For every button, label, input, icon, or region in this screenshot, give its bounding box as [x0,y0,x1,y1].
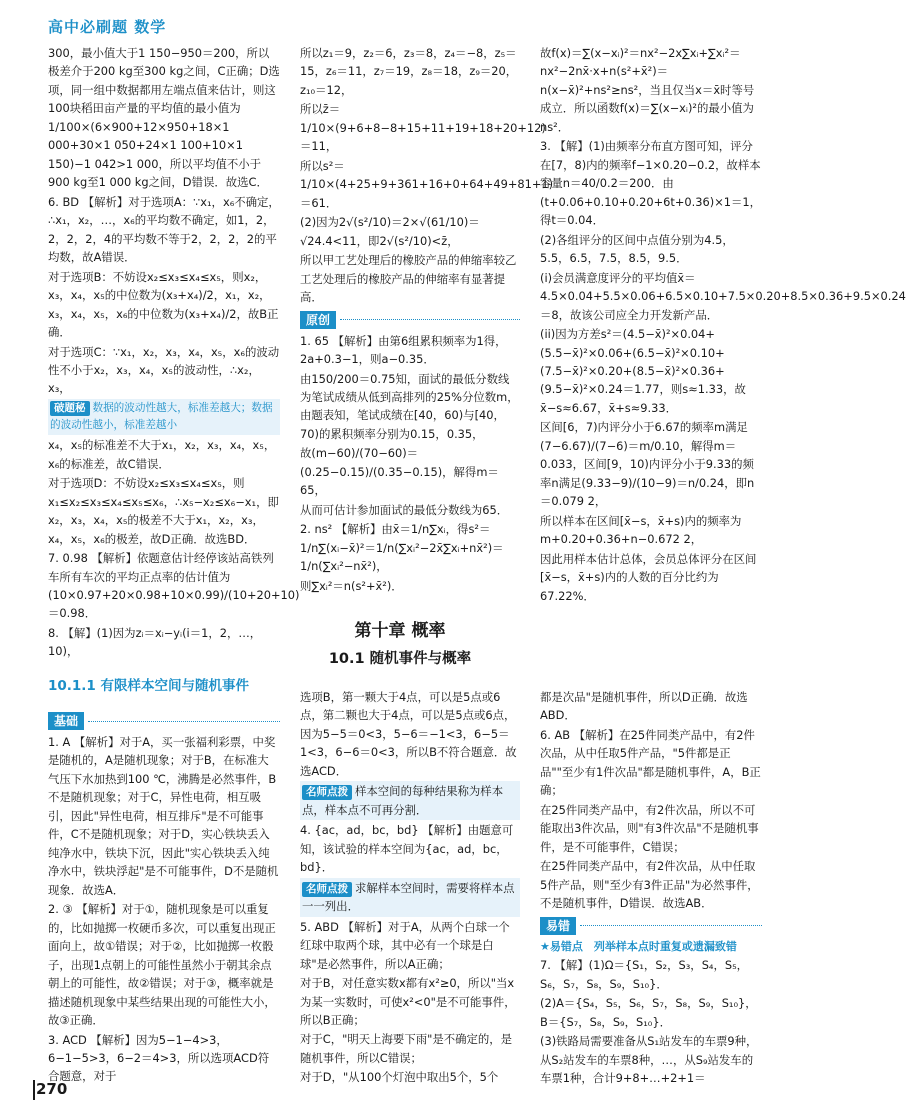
paragraph: 所以样本在区间[x̄−s，x̄+s)内的频率为m+0.20+0.36+n−0.672 2， [540,513,742,547]
paragraph: x₄，x₅的标准差不大于x₁，x₂，x₃，x₄，x₅，x₆的标准差，故C错误． [48,438,276,471]
teacher-tip [300,781,520,820]
paragraph: 因此用样本估计总体，会员总体评分在区间[x̄−s，x̄+s)内的人数的百分比约为67.22%． [540,551,757,603]
paragraph: 所以z̄＝1/10×(9+6+8−8+15+11+19+18+20+12)＝11， [300,102,546,154]
paragraph: 故(m−60)/(70−60)＝(0.25−0.15)/(0.35−0.15)，解得m＝65， [300,446,499,498]
tip-label: 名师点拨 [302,785,352,800]
paragraph: 所以甲工艺处理后的橡胶产品的伸缩率较乙工艺处理后的橡胶产品的伸缩率有显著提高． [300,253,517,305]
tip-text: 数据的波动性越大，标准差越大；数据的波动性越小，标准差越小 [50,401,273,432]
section-bar-mistake [540,917,762,935]
bottom-column-2 [300,688,520,1085]
paragraph: 区间[6，7)内评分小于6.67的频率m满足(7−6.67)/(7−6)＝m/0.10，解得m＝0.033，区间[9，10)内评分小于9.33的频率n满足(9.33−9)/(10−9)＝n/0.24，即n＝0.079 2， [540,420,755,509]
paragraph: (2)各组评分的区间中点值分别为4.5，5.5，6.5，7.5，8.5，9.5． [540,232,734,266]
answer-1: 1. 65 【解析】由第6组累积频率为1得，2a+0.3−1，则a−0.35． [300,333,507,367]
paragraph: 所以s²＝1/10×(4+25+9+361+16+0+64+49+81+1)＝61． [300,158,554,210]
tip-text: 样本空间的每种结果称为样本点，样本点不可再分割． [302,784,504,817]
top-column-2 [300,44,554,612]
paragraph: (i)会员满意度评分的平均值x̄＝4.5×0.04+5.5×0.06+6.5×0.10+7.5×0.20+8.5×0.36+9.5×0.24＝8，故该公司应全力开发新产品． [540,270,906,322]
paragraph: 都是次品"是随机事件，所以D正确．故选ABD． [540,690,748,723]
paragraph: 选项B，第一颗大于4点，可以是5点或6点，第二颗也大于4点，可以是5点或6点，因为5−5＝0<3，5−6＝−1<3，6−5＝1<3，6−6＝0<3，所以B不符合题意．故选ACD． [300,690,517,778]
answer-2: 2. ③ 【解析】对于①，随机现象是可以重复的，比如抛掷一枚硬币多次，可以重复出现正面向上，故①错误；对于②，比如抛掷一枚骰子，出现1点朝上的可能性虽然小于朝其余点朝上的可能性，故②错误；对于③，概率就是描述随机现象中某些结果出现的可能性大小，故③正确． [48,902,276,1028]
paragraph: (2)A＝{S₄，S₅，S₆，S₇，S₈，S₉，S₁₀}，B＝{S₇，S₈，S₉，S₁₀}． [540,996,757,1029]
paragraph: 对于D，"从100个灯泡中取出5个，5个 [300,1070,499,1085]
top-column-1 [48,44,300,659]
book-header-title: 高中必刷题 数学 [48,18,167,36]
paragraph: (3)铁路局需要准备从S₁站发车的车票9种，从S₂站发车的车票8种，…，从S₉站发车的车票1种，合计9+8+…+2+1＝ [540,1034,758,1086]
top-column-3 [540,44,906,612]
teacher-tip [300,878,520,917]
answer-5: 5. ABD 【解析】对于A，从两个白球一个红球中取两个球，其中必有一个球是白球"是必然事件，所以A正确； [300,919,510,971]
answer-6: 6. BD 【解析】对于选项A：∵x₁，x₆不确定，∴x₁，x₂，…，x₆的平均数不确定，如1，2，2，2，2，4的平均数不等于2，2，2，2的平均数，故A错误． [48,194,280,265]
paragraph: 由150/200＝0.75知，面试的最低分数线为笔试成绩从低到高排列的25%分位数m，由题表知，笔试成绩在[40，60)与[40，70)的累积频率分别为0.15，0.35， [300,371,519,441]
tip-label: 名师点拨 [302,882,352,897]
paragraph: 对于B，对任意实数x都有x²≥0，所以"当x为某一实数时，可使x²<0"是不可能事件，所以B正确； [300,976,516,1027]
answer-8: 8. 【解】(1)因为zᵢ＝xᵢ−yᵢ(i＝1，2，…，10)， [48,625,262,659]
tip-label: 破题秘 [50,401,90,416]
answer-7: 7. 0.98 【解析】依题意估计经停该站高铁列车所有车次的平均正点率的估计值为(10×0.97+20×0.98+10×0.99)/(10+20+10)＝0.98． [48,551,300,621]
answer-2: 2. ns² 【解析】由x̄＝1/n∑xᵢ，得s²＝1/n∑(xᵢ−x̄)²＝1/n(∑xᵢ²−2x̄∑xᵢ+nx̄²)＝1/n(∑xᵢ²−nx̄²)， [300,522,504,574]
paragraph: 在25件同类产品中，有2件次品，从中任取5件产品，则"至少有3件正品"为必然事件，不是随机事件，D错误．故选AB． [540,859,759,911]
answer-7: 7. 【解】(1)Ω＝{S₁，S₂，S₃，S₄，S₅，S₆，S₇，S₈，S₉，S₁₀}． [540,958,749,991]
section-title: 10.1.1 有限样本空间与随机事件 [48,678,250,694]
paragraph: 对于C，"明天上海要下雨"是不确定的，是随机事件，所以C错误； [300,1032,513,1065]
section-badge: 原创 [300,311,336,329]
subchapter-title: 10.1 随机事件与概率 [328,651,472,667]
paragraph: 在25件同类产品中，有2件次品，所以不可能取出3件次品，则"有3件次品"不是随机事件，是不可能事件，C错误； [540,802,759,854]
answer-6: 6. AB 【解析】在25件同类产品中，有2件次品，从中任取5件产品，"5件都是正品""至少有1件次品"都是随机事件，A，B正确； [540,727,761,798]
paragraph: (ii)因为方差s²＝(4.5−x̄)²×0.04+(5.5−x̄)²×0.06+(6.5−x̄)²×0.10+(7.5−x̄)²×0.20+(8.5−x̄)²×0.36+(9.5−x̄)²×0.24＝1.77，则s≈1.33，故x̄−s≈6.67，x̄+s≈9.33． [540,327,746,415]
tip-text: 求解样本空间时，需要将样本点一一列出． [302,880,515,914]
answer-1: 1. A 【解析】对于A，买一张福利彩票，中奖是随机的，A是随机现象；对于B，在标准大气压下水加热到100 ℃，沸腾是必然事件，B不是随机现象；对于C，异性电荷，相互吸引，因此"异性电荷，相互排斥"是不可能事件，C不是随机现象；对于D，实心铁块丢入纯净水中，铁块下沉，因此"实心铁块丢入纯净水中，铁块浮起"是不可能事件，D不是随机现象．故选A． [48,735,279,897]
paragraph: 所以z₁＝9，z₂＝6，z₃＝8，z₄＝−8，z₅＝15，z₆＝11，z₇＝19，z₈＝18，z₉＝20，z₁₀＝12， [300,46,518,97]
bottom-column-1 [48,708,280,1084]
answer-4: 4. {ac，ad，bc，bd} 【解析】由题意可知，该试验的样本空间为{ac，ad，bc，bd}． [300,823,514,875]
section-badge: 基础 [48,712,84,730]
divider [88,721,280,722]
paragraph: 故f(x)＝∑(x−xᵢ)²＝nx²−2x∑xᵢ+∑xᵢ²＝nx²−2nx̄·x+n(s²+x̄²)＝n(x−x̄)²+ns²≥ns²，当且仅当x＝x̄时等号成立．所以函数f(x)＝∑(x−xᵢ)²的最小值为ns²． [540,46,755,134]
answer-3: 3. 【解】(1)由频率分布直方图可知，评分在[7，8)内的频率f−1×0.20−0.2，故样本容量n＝40/0.2＝200．由(t+0.06+0.10+0.20+6t+0.36)×1＝1，得t＝0.04． [540,139,762,228]
answer-3: 3. ACD 【解析】因为5−1−4>3，6−1−5>3，6−2＝4>3，所以选项ACD符合题意，对于 [48,1032,270,1084]
bottom-column-3 [540,688,762,1086]
solving-tip [48,399,280,435]
paragraph: 对于选项C：∵x₁，x₂，x₃，x₄，x₅，x₆的波动性不小于x₂，x₃，x₄，x₅的波动性，∴x₂，x₃， [48,344,280,396]
divider [580,925,762,926]
section-bar-basic [48,712,280,730]
paragraph: (2)因为2√(s²/10)＝2×√(61/10)＝√24.4<11，即2√(s²/10)<z̄， [300,215,480,248]
paragraph: 则∑xᵢ²＝n(s²+x̄²)． [300,578,403,593]
page-number: 270 [36,1080,68,1098]
paragraph: 300，最小值大于1 150−950＝200，所以极差介于200 kg至300 kg之间，C正确；D选项，同一组中数据都用左端点值来估计，则这100块稻田亩产量的平均值的最小值为1/100×(6×900+12×950+18×1 000+30×1 050+24×1 100+10×1 150)−1 042>1 000，所以平均值不小于900 kg至1 000 kg之间，D错误．故选C． [48,46,280,190]
mistake-point: ★易错点 列举样本点时重复或遗漏致错 [540,939,737,953]
divider [340,319,520,320]
chapter-title: 第十章 概率 [354,621,446,641]
paragraph: 对于选项D：不妨设x₂≤x₃≤x₄≤x₅，则x₁≤x₂≤x₃≤x₄≤x₅≤x₆，∴x₅−x₂≤x₆−x₁，即x₂，x₃，x₄，x₅的极差不大于x₁，x₂，x₃，x₄，x₅，x₆的极差，故D正确．故选BD． [48,476,279,546]
paragraph: 对于选项B：不妨设x₂≤x₃≤x₄≤x₅，则x₂，x₃，x₄，x₅的中位数为(x₃+x₄)/2，x₁，x₂，x₃，x₄，x₅，x₆的中位数为(x₃+x₄)/2，故B正确． [48,269,279,340]
paragraph: 从而可估计参加面试的最低分数线为65． [300,502,509,517]
section-bar-original [300,311,520,329]
section-badge: 易错 [540,917,576,935]
